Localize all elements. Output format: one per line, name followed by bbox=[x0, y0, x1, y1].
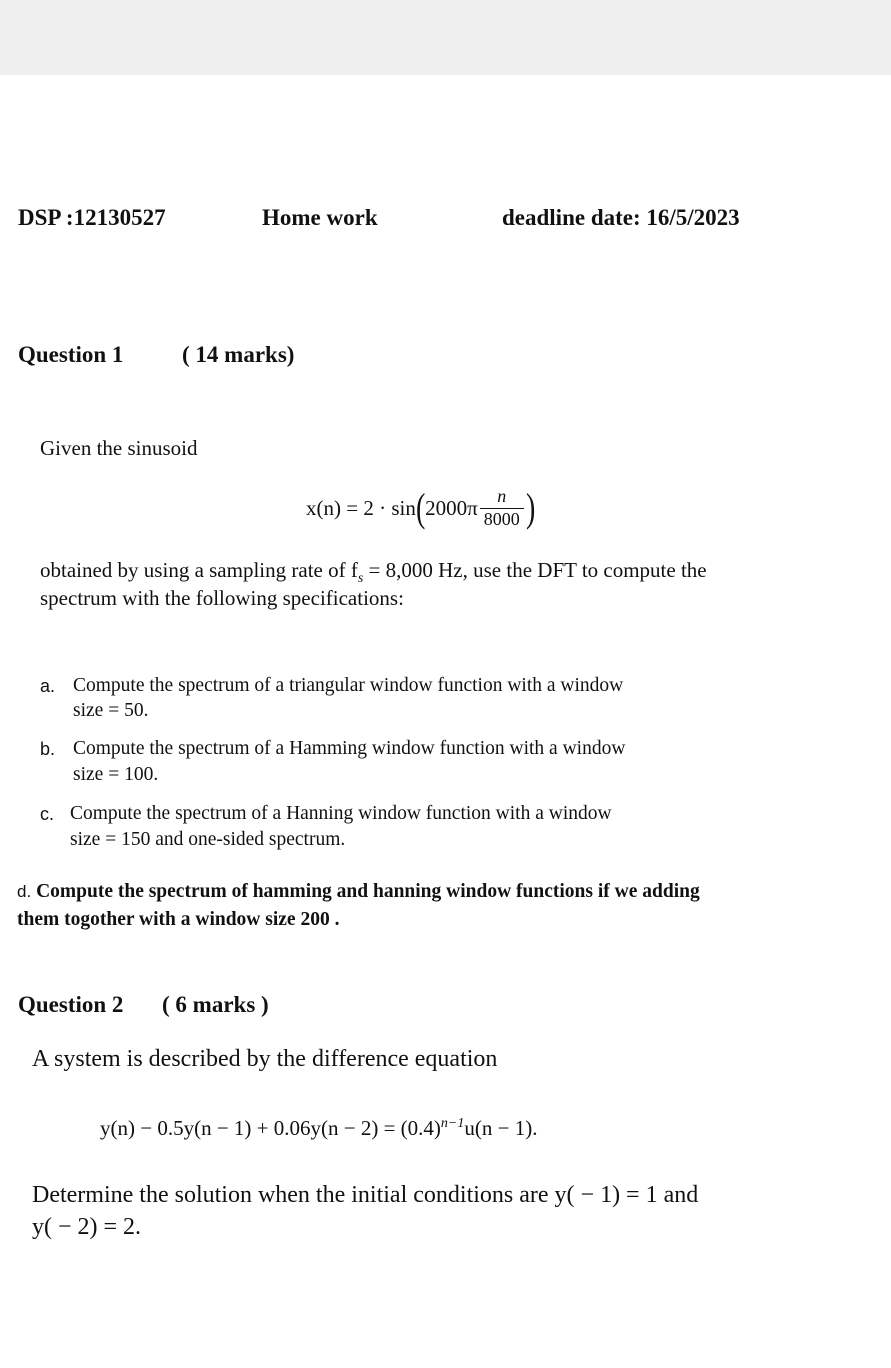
difference-equation-exponent: n−1 bbox=[440, 1116, 465, 1131]
fraction-numerator: n bbox=[497, 486, 507, 506]
question-2-title: Question 2 bbox=[18, 992, 124, 1017]
item-b-line1: Compute the spectrum of a Hamming window function with a window bbox=[73, 738, 626, 759]
question-2-marks: ( 6 marks ) bbox=[162, 992, 269, 1017]
question-1-description-line1 bbox=[40, 556, 707, 587]
question-2-solve-line2: y( − 2) = 2. bbox=[32, 1214, 142, 1240]
question-1-description-line2: spectrum with the following specifications: bbox=[40, 586, 404, 610]
right-paren: ) bbox=[525, 485, 536, 530]
equation-coefficient: 2000π bbox=[425, 495, 478, 520]
item-b-line2: size = 100. bbox=[73, 764, 159, 785]
question-2-solve-line1: Determine the solution when the initial conditions are y( − 1) = 1 and bbox=[32, 1182, 699, 1208]
item-d-line1 bbox=[17, 881, 700, 903]
sinusoid-equation bbox=[306, 478, 535, 538]
description-text-rest: = 8,000 Hz, use the DFT to compute the bbox=[363, 558, 707, 582]
difference-equation bbox=[100, 1116, 537, 1141]
fraction-denominator: 8000 bbox=[480, 508, 524, 530]
deadline-date: deadline date: 16/5/2023 bbox=[502, 205, 740, 230]
item-a-line1: Compute the spectrum of a triangular window function with a window bbox=[73, 675, 624, 696]
difference-equation-tail: u(n − 1). bbox=[464, 1116, 538, 1140]
description-text: obtained by using a sampling rate of f bbox=[40, 558, 358, 582]
question-1-title: Question 1 bbox=[18, 342, 124, 367]
question-2-intro: A system is described by the difference equation bbox=[32, 1046, 498, 1072]
item-c-line2: size = 150 and one-sided spectrum. bbox=[70, 829, 346, 850]
equation-lhs: x(n) = 2 · sin bbox=[306, 495, 416, 520]
item-b-label: b. bbox=[40, 739, 56, 759]
item-a-line2: size = 50. bbox=[73, 700, 149, 721]
item-a-label: a. bbox=[40, 676, 56, 696]
item-c-line1: Compute the spectrum of a Hanning window function with a window bbox=[70, 803, 612, 824]
question-1-intro: Given the sinusoid bbox=[40, 436, 198, 460]
equation-fraction bbox=[480, 486, 524, 530]
item-c-label: c. bbox=[40, 804, 55, 824]
course-code: DSP :12130527 bbox=[18, 205, 166, 230]
item-d-text: Compute the spectrum of hamming and hanning window functions if we adding bbox=[36, 881, 700, 902]
difference-equation-main: y(n) − 0.5y(n − 1) + 0.06y(n − 2) = (0.4) bbox=[100, 1116, 441, 1140]
top-bar bbox=[0, 0, 891, 75]
fs-subscript: s bbox=[357, 571, 364, 587]
left-paren: ( bbox=[415, 485, 426, 530]
assignment-type: Home work bbox=[262, 205, 378, 230]
question-1-marks: ( 14 marks) bbox=[182, 342, 295, 367]
item-d-label: d. bbox=[17, 882, 32, 901]
item-d-line2: them togother with a window size 200 . bbox=[17, 909, 340, 930]
